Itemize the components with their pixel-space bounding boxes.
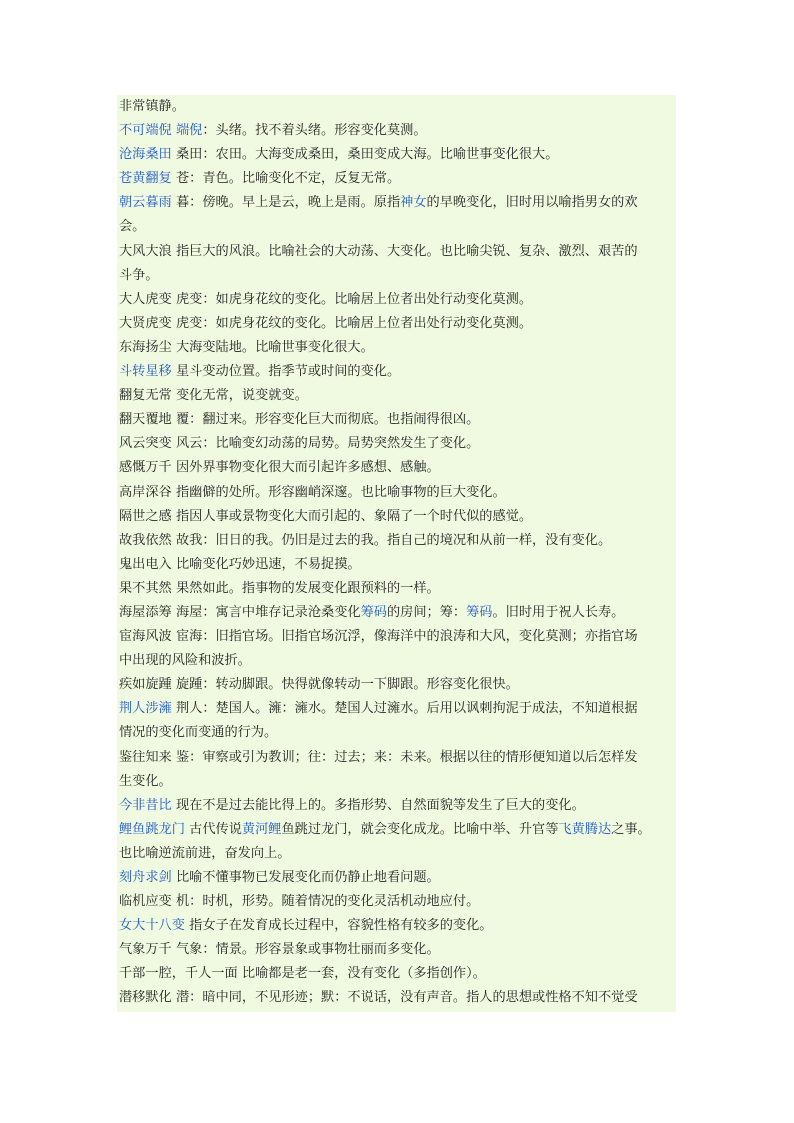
text-line	[117, 408, 676, 432]
text-line	[117, 288, 676, 312]
idiom-link[interactable]: 女大十八变	[119, 918, 185, 934]
idiom-link[interactable]: 沧海桑田	[119, 147, 172, 163]
text-segment: 暮：傍晚。早上是云，晚上是雨。原指	[171, 195, 401, 211]
text-segment: 星斗变动位置。指季节或时间的变化。	[171, 364, 401, 380]
idiom-link[interactable]: 神女	[400, 195, 427, 211]
text-line	[117, 119, 676, 143]
text-line	[117, 842, 676, 866]
text-segment: 之事。	[611, 821, 651, 837]
text-segment: 。旧时用于祝人长寿。	[492, 604, 625, 620]
text-segment: 指女子在发育成长过程中，容貌性格有较多的变化。	[184, 918, 493, 934]
text-segment: 大人虎变 虎变：如虎身花纹的变化。比喻居上位者出处行动变化莫测。	[119, 291, 533, 307]
text-line	[117, 264, 676, 288]
text-segment: 大风大浪 指巨大的风浪。比喻社会的大动荡、大变化。也比喻尖锐、复杂、激烈、艰苦的	[119, 243, 638, 259]
text-line	[117, 215, 676, 239]
text-line	[117, 336, 676, 360]
idiom-link[interactable]: 鲤鱼跳龙门	[119, 821, 185, 837]
idiom-link[interactable]: 不可端倪	[119, 123, 172, 139]
text-segment: 果不其然 果然如此。指事物的发展变化跟预料的一样。	[119, 580, 440, 596]
text-line	[117, 938, 676, 962]
text-segment: 千部一腔，千人一面 比喻都是老一套，没有变化（多指创作）。	[119, 966, 486, 982]
text-segment: 鱼跳过龙门，就会变化成龙。比喻中举、升官等	[281, 821, 559, 837]
idiom-link[interactable]: 筹码	[466, 604, 493, 620]
text-segment: 荆人：楚国人。澭：澭水。楚国人过澭水。后用以讽刺拘泥于成法，不知道根据	[171, 701, 638, 717]
idiom-link[interactable]: 苍黄翻复	[119, 171, 172, 187]
idiom-link[interactable]: 今非昔比	[119, 797, 172, 813]
text-line	[117, 890, 676, 914]
idiom-link[interactable]: 荆人涉澭	[119, 701, 172, 717]
document-page	[117, 95, 676, 1012]
text-segment: 风云突变 风云：比喻变幻动荡的局势。局势突然发生了变化。	[119, 436, 480, 452]
text-line	[117, 384, 676, 408]
text-line	[117, 649, 676, 673]
text-segment: 现在不是过去能比得上的。多指形势、自然面貌等发生了巨大的变化。	[171, 797, 585, 813]
text-line	[117, 746, 676, 770]
text-segment: 东海扬尘 大海变陆地。比喻世事变化很大。	[119, 339, 374, 355]
text-segment: 感慨万千 因外界事物变化很大而引起许多感想、感触。	[119, 460, 440, 476]
text-line	[117, 986, 676, 1010]
text-segment: 古代传说	[184, 821, 242, 837]
text-segment: 的早晚变化，旧时用以喻指男女的欢	[426, 195, 638, 211]
text-line	[117, 577, 676, 601]
idiom-link[interactable]: 飞黄腾达	[558, 821, 612, 837]
text-line	[117, 191, 676, 215]
text-segment: 鬼出电入 比喻变化巧妙迅速，不易捉摸。	[119, 556, 361, 572]
text-segment: 情况的变化而变通的行为。	[119, 725, 278, 741]
text-line	[117, 553, 676, 577]
text-line	[117, 167, 676, 191]
text-segment: 鉴往知来 鉴：审察或引为教训；往：过去；来：未来。根据以往的情形便知道以后怎样发	[119, 749, 638, 765]
text-segment: 潜移默化 潜：暗中同，不见形迹；默：不说话，没有声音。指人的思想或性格不知不觉受	[119, 990, 638, 1006]
idiom-link[interactable]: 黄河鲤	[241, 821, 282, 837]
text-line	[117, 625, 676, 649]
text-line	[117, 818, 676, 842]
text-segment: 海屋添筹 海屋：寓言中堆存记录沧桑变化	[119, 604, 361, 620]
text-line	[117, 95, 676, 119]
text-line	[117, 529, 676, 553]
text-line	[117, 601, 676, 625]
text-segment: 翻复无常 变化无常，说变就变。	[119, 388, 308, 404]
text-line	[117, 432, 676, 456]
text-line	[117, 505, 676, 529]
text-line	[117, 360, 676, 384]
text-line	[117, 240, 676, 264]
text-line	[117, 697, 676, 721]
text-line	[117, 456, 676, 480]
text-line	[117, 312, 676, 336]
text-segment: 会。	[119, 219, 146, 235]
text-segment: 隔世之感 指因人事或景物变化大而引起的、象隔了一个时代似的感觉。	[119, 508, 533, 524]
text-segment: 高岸深谷 指幽僻的处所。形容幽峭深邃。也比喻事物的巨大变化。	[119, 484, 506, 500]
text-segment: 斗争。	[119, 267, 159, 283]
text-segment: 宦海风波 宦海：旧指官场。旧指官场沉浮，像海洋中的浪涛和大风，变化莫测；亦指官场	[119, 629, 638, 645]
idiom-link[interactable]: 斗转星移	[119, 364, 172, 380]
text-segment: 临机应变 机：时机，形势。随着情况的变化灵活机动地应付。	[119, 894, 480, 910]
idiom-link[interactable]: 朝云暮雨	[119, 195, 172, 211]
text-segment: 中出现的风险和波折。	[119, 653, 251, 669]
text-segment: 疾如旋踵 旋踵：转动脚跟。快得就像转动一下脚跟。形容变化很快。	[119, 677, 519, 693]
idiom-link[interactable]: 端倪	[175, 123, 203, 139]
text-line	[117, 770, 676, 794]
text-segment: 翻天覆地 覆：翻过来。形容变化巨大而彻底。也指闹得很凶。	[119, 412, 480, 428]
text-line	[117, 794, 676, 818]
text-line	[117, 721, 676, 745]
text-line	[117, 481, 676, 505]
text-segment: ：头绪。找不着头绪。形容变化莫测。	[202, 123, 427, 139]
idiom-link[interactable]: 筹码	[360, 604, 387, 620]
text-line	[117, 962, 676, 986]
text-line	[117, 673, 676, 697]
text-segment: 桑田：农田。大海变成桑田，桑田变成大海。比喻世事变化很大。	[171, 147, 559, 163]
text-segment: 也比喻逆流前进，奋发向上。	[119, 845, 291, 861]
text-line	[117, 914, 676, 938]
text-segment: 大贤虎变 虎变：如虎身花纹的变化。比喻居上位者出处行动变化莫测。	[119, 315, 533, 331]
idiom-link[interactable]: 刻舟求剑	[119, 870, 172, 885]
text-segment: 苍：青色。比喻变化不定，反复无常。	[171, 171, 401, 187]
text-segment: 气象万千 气象：情景。形容景象或事物壮丽而多变化。	[119, 942, 440, 958]
text-segment: 比喻不懂事物已发展变化而仍静止地看问题。	[171, 870, 440, 885]
text-line	[117, 143, 676, 167]
text-line	[117, 866, 676, 890]
text-segment: 非常镇静。	[119, 99, 185, 114]
text-segment: 生变化。	[119, 773, 172, 789]
text-segment: 故我依然 故我：旧日的我。仍旧是过去的我。指自己的境况和从前一样，没有变化。	[119, 532, 612, 548]
text-segment: 的房间；筹：	[386, 604, 467, 620]
